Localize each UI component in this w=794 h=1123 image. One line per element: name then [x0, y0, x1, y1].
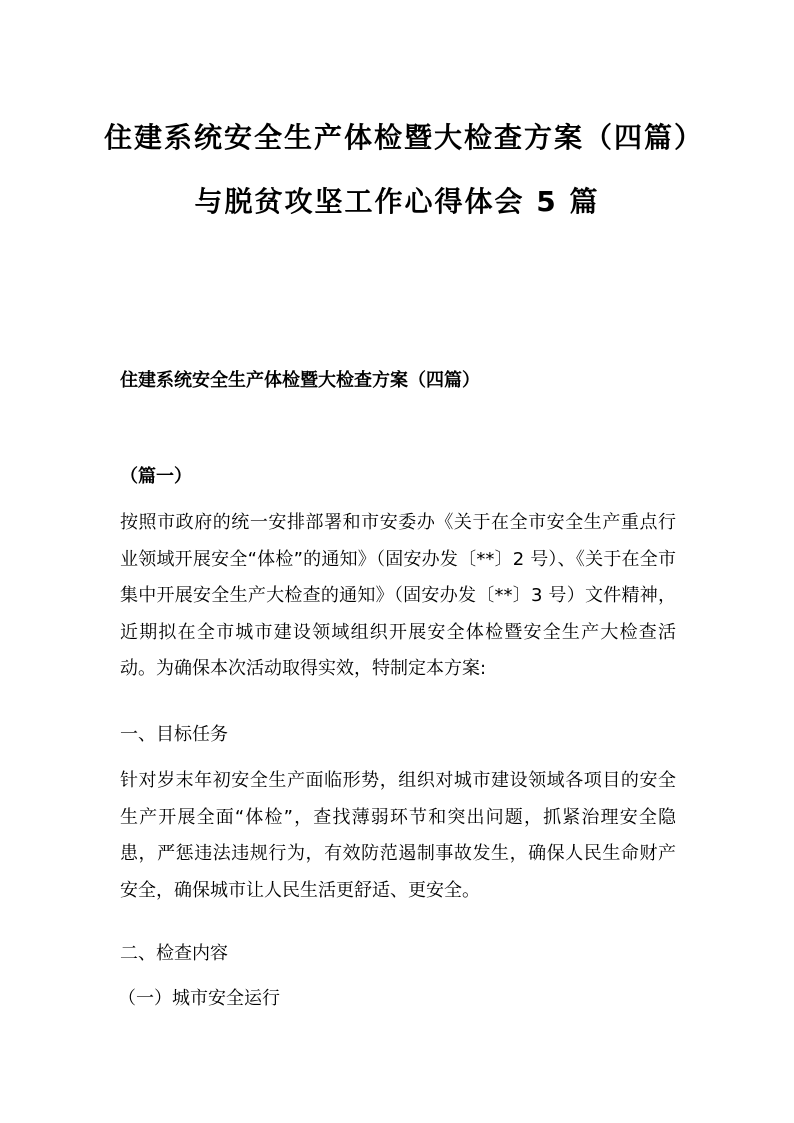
document-main-title: 住建系统安全生产体检暨大检查方案（四篇）与脱贫攻坚工作心得体会 5 篇 [103, 121, 690, 218]
heading-inspection-content: 二、检查内容 [120, 943, 228, 964]
part-label: （篇一） [120, 466, 192, 487]
heading-goal-tasks: 一、目标任务 [120, 724, 228, 745]
goal-paragraph: 针对岁末年初安全生产面临形势，组织对城市建设领域各项目的安全生产开展全面“体检”，查找薄弱环节和突出问题，抓紧治理安全隐患，严惩违法违规行为，有效防范遏制事故发生，确保人民生命财产安全，确保城市让人民生活更舒适、更安全。 [120, 770, 676, 901]
intro-paragraph: 按照市政府的统一安排部署和市安委办《关于在全市安全生产重点行业领域开展安全“体检”的通知》（固安办发〔**〕2 号）、《关于在全市集中开展安全生产大检查的通知》（固安办发〔**〕3 号）文件精神，近期拟在全市城市建设领域组织开展安全体检暨安全生产大检查活动。为确保本次活动取得实效，特制定本方案: [120, 512, 676, 679]
section-title: 住建系统安全生产体检暨大检查方案（四篇） [120, 370, 480, 391]
subheading-city-safety: （一）城市安全运行 [118, 988, 280, 1009]
